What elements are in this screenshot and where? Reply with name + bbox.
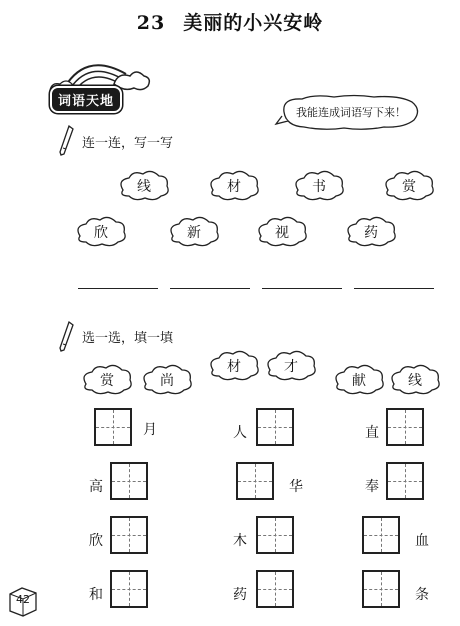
given-char: 华 (289, 479, 303, 495)
choice-char[interactable]: 才 (284, 359, 298, 375)
word-char[interactable]: 欣 (94, 225, 108, 241)
lesson-title: 美丽的小兴安岭 (183, 12, 324, 34)
exercise1-instruction: 连一连，写一写 (82, 136, 174, 151)
word-char[interactable]: 线 (137, 179, 151, 195)
speech-bubble-text: 我能连成词语写下来！ (296, 106, 406, 119)
given-char: 和 (89, 587, 103, 603)
answer-line[interactable] (170, 288, 250, 289)
writing-grid[interactable] (94, 408, 132, 446)
writing-grid[interactable] (110, 462, 148, 500)
given-char: 直 (365, 425, 379, 441)
section-badge: 词语天地 (50, 86, 122, 113)
pen-icon (57, 320, 77, 354)
word-char[interactable]: 材 (227, 179, 241, 195)
given-char: 血 (415, 533, 429, 549)
writing-grid[interactable] (256, 516, 294, 554)
writing-grid[interactable] (362, 516, 400, 554)
word-char[interactable]: 赏 (402, 179, 416, 195)
writing-grid[interactable] (386, 408, 424, 446)
writing-grid[interactable] (236, 462, 274, 500)
writing-grid[interactable] (256, 570, 294, 608)
word-char[interactable]: 药 (364, 225, 378, 241)
given-char: 药 (233, 587, 247, 603)
page-number: 42 (16, 593, 30, 606)
writing-grid[interactable] (386, 462, 424, 500)
exercise2-instruction: 选一选，填一填 (82, 331, 174, 346)
answer-line[interactable] (354, 288, 434, 289)
given-char: 木 (233, 533, 247, 549)
given-char: 高 (89, 479, 103, 495)
given-char: 人 (233, 425, 247, 441)
writing-grid[interactable] (362, 570, 400, 608)
answer-line[interactable] (78, 288, 158, 289)
choice-char[interactable]: 献 (352, 373, 366, 389)
writing-grid[interactable] (110, 516, 148, 554)
given-char: 条 (415, 587, 429, 603)
word-char[interactable]: 新 (187, 225, 201, 241)
given-char: 欣 (89, 533, 103, 549)
pen-icon (57, 124, 77, 158)
word-char[interactable]: 视 (275, 225, 289, 241)
choice-char[interactable]: 线 (408, 373, 422, 389)
word-char[interactable]: 书 (312, 179, 326, 195)
given-char: 月 (143, 422, 157, 438)
page-title (0, 8, 460, 35)
lesson-number: 23 (136, 12, 166, 34)
answer-line[interactable] (262, 288, 342, 289)
given-char: 奉 (365, 479, 379, 495)
writing-grid[interactable] (110, 570, 148, 608)
writing-grid[interactable] (256, 408, 294, 446)
choice-char[interactable]: 材 (227, 359, 241, 375)
choice-char[interactable]: 尚 (160, 373, 174, 389)
choice-char[interactable]: 赏 (100, 373, 114, 389)
